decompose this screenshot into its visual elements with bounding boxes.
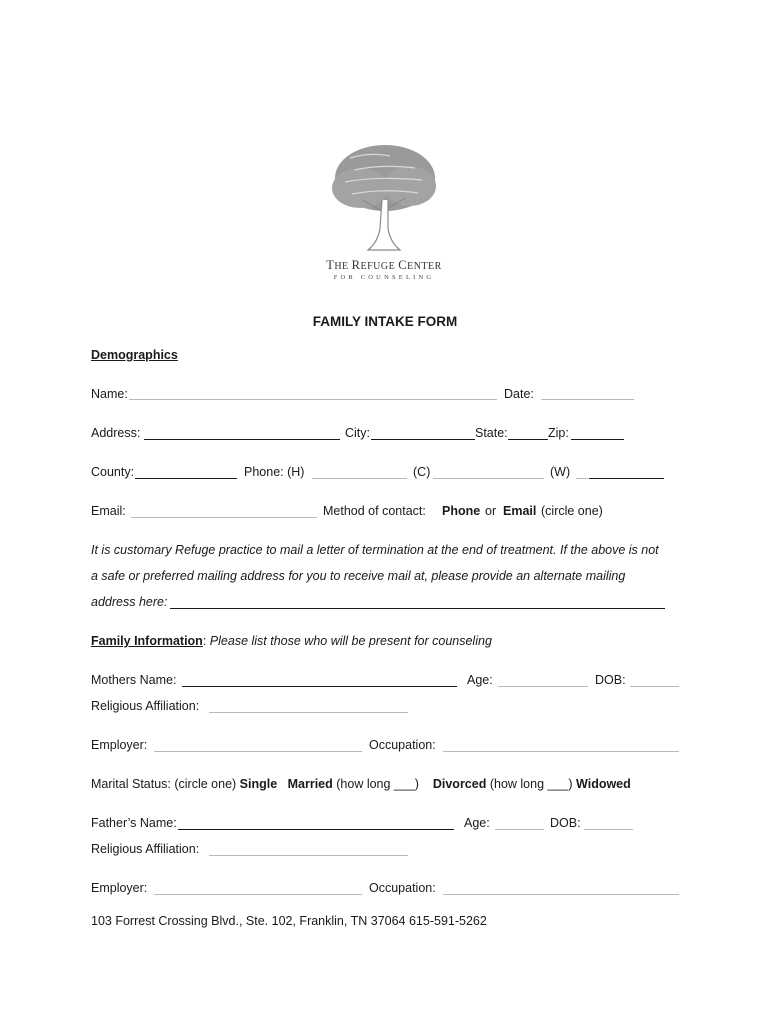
- city-label: City:: [345, 426, 370, 440]
- father-dob-label: DOB:: [550, 816, 581, 830]
- mother-employer-label: Employer:: [91, 738, 148, 752]
- email-field[interactable]: [131, 517, 317, 518]
- father-age-field[interactable]: [495, 829, 544, 830]
- father-religious-label: Religious Affiliation:: [91, 842, 200, 856]
- mother-age-label: Age:: [467, 673, 493, 687]
- marital-status-row: [91, 777, 631, 791]
- phone-work-label: (W): [550, 465, 571, 479]
- phone-home-field[interactable]: [312, 478, 407, 479]
- marital-divorced-option[interactable]: Divorced: [432, 777, 487, 791]
- mother-religious-label: Religious Affiliation:: [91, 699, 200, 713]
- phone-cell-label: (C): [413, 465, 431, 479]
- father-employer-field[interactable]: [154, 894, 362, 895]
- phone-home-label: Phone: (H): [244, 465, 305, 479]
- demographics-heading: Demographics: [91, 348, 178, 362]
- date-label: Date:: [504, 387, 534, 401]
- contact-method-label: Method of contact:: [323, 504, 426, 518]
- org-name: THE REFUGE CENTER: [326, 258, 442, 272]
- contact-or-text: or: [485, 504, 497, 518]
- married-how-long: (how long ___): [336, 777, 419, 791]
- footer-address: 103 Forrest Crossing Blvd., Ste. 102, Franklin, TN 37064 615-591-5262: [91, 914, 487, 928]
- county-label: County:: [91, 465, 135, 479]
- mother-dob-label: DOB:: [595, 673, 626, 687]
- mother-age-field[interactable]: [498, 686, 588, 687]
- contact-email-option[interactable]: Email: [503, 504, 537, 518]
- fathers-name-label: Father’s Name:: [91, 816, 177, 830]
- city-field[interactable]: [371, 439, 475, 440]
- father-age-label: Age:: [464, 816, 490, 830]
- father-employer-label: Employer:: [91, 881, 148, 895]
- name-field[interactable]: [129, 399, 497, 400]
- name-label: Name:: [91, 387, 128, 401]
- mother-dob-field[interactable]: [630, 686, 679, 687]
- state-label: State:: [475, 426, 508, 440]
- mother-employer-field[interactable]: [154, 751, 362, 752]
- marital-widowed-option[interactable]: Widowed: [576, 777, 631, 791]
- email-label: Email:: [91, 504, 126, 518]
- mother-occupation-field[interactable]: [443, 751, 679, 752]
- tree-logo-icon: [330, 138, 440, 253]
- marital-single-option[interactable]: Single: [239, 777, 278, 791]
- fathers-name-field[interactable]: [178, 829, 454, 830]
- marital-status-label: Marital Status: (circle one): [91, 777, 237, 791]
- contact-phone-option[interactable]: Phone: [442, 504, 481, 518]
- phone-work-field-b[interactable]: [589, 478, 664, 479]
- org-subtitle: FOR COUNSELING: [333, 274, 435, 281]
- mailing-notice-line-1: It is customary Refuge practice to mail a letter of termination at the end of treatment. If the above is not: [91, 543, 659, 557]
- family-info-instruction: Please list those who will be present for counseling: [209, 634, 492, 648]
- father-dob-field[interactable]: [584, 829, 633, 830]
- family-info-heading: Family Information: Please list those who will be present for counseling: [91, 634, 492, 648]
- circle-one-note: (circle one): [541, 504, 603, 518]
- address-field[interactable]: [144, 439, 340, 440]
- mailing-notice-line-2: a safe or preferred mailing address for you to receive mail at, please provide an alternate mailing: [91, 569, 626, 583]
- alternate-address-label: address here:: [91, 595, 168, 609]
- mothers-name-label: Mothers Name:: [91, 673, 177, 687]
- mothers-name-field[interactable]: [182, 686, 457, 687]
- father-occupation-label: Occupation:: [369, 881, 436, 895]
- page-title: FAMILY INTAKE FORM: [312, 314, 458, 329]
- alternate-address-field[interactable]: [170, 608, 665, 609]
- father-religious-field[interactable]: [209, 855, 408, 856]
- zip-field[interactable]: [571, 439, 624, 440]
- county-field[interactable]: [135, 478, 237, 479]
- marital-married-option[interactable]: Married: [287, 777, 333, 791]
- divorced-how-long: (how long ___): [489, 777, 573, 791]
- zip-label: Zip:: [548, 426, 569, 440]
- mother-religious-field[interactable]: [209, 712, 408, 713]
- phone-work-field-a[interactable]: [576, 478, 588, 479]
- mother-occupation-label: Occupation:: [369, 738, 436, 752]
- phone-cell-field[interactable]: [433, 478, 544, 479]
- date-field[interactable]: [541, 399, 634, 400]
- father-occupation-field[interactable]: [443, 894, 679, 895]
- state-field[interactable]: [508, 439, 548, 440]
- address-label: Address:: [91, 426, 141, 440]
